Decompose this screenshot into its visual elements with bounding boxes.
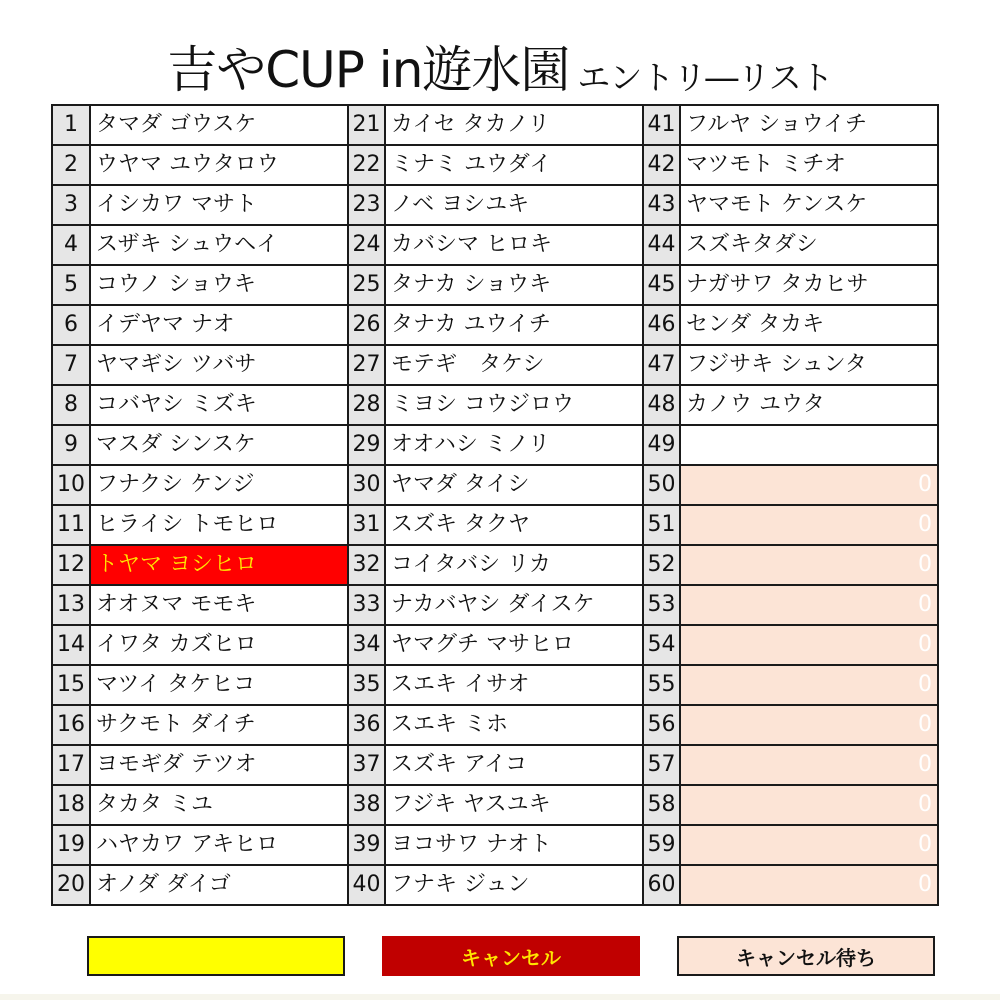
entry-name: 0 bbox=[680, 825, 938, 865]
legend-yellow-box bbox=[87, 936, 345, 976]
entry-name: ウヤマ ユウタロウ bbox=[90, 145, 348, 185]
table-row bbox=[52, 545, 938, 585]
entry-number: 10 bbox=[52, 465, 90, 505]
entry-name: コバヤシ ミズキ bbox=[90, 385, 348, 425]
entry-number: 45 bbox=[643, 265, 680, 305]
entry-number: 46 bbox=[643, 305, 680, 345]
entry-number: 32 bbox=[348, 545, 385, 585]
entry-name: ヒライシ トモヒロ bbox=[90, 505, 348, 545]
entry-name: タマダ ゴウスケ bbox=[90, 105, 348, 145]
entry-name: 0 bbox=[680, 865, 938, 905]
entry-number: 21 bbox=[348, 105, 385, 145]
table-row bbox=[52, 185, 938, 225]
entry-name: 0 bbox=[680, 785, 938, 825]
entry-name: タナカ ユウイチ bbox=[385, 305, 643, 345]
entry-name: ノベ ヨシユキ bbox=[385, 185, 643, 225]
entry-name: モテギ タケシ bbox=[385, 345, 643, 385]
entry-name: 0 bbox=[680, 665, 938, 705]
entry-name: ヤマモト ケンスケ bbox=[680, 185, 938, 225]
entry-number: 31 bbox=[348, 505, 385, 545]
entry-number: 37 bbox=[348, 745, 385, 785]
entry-name: イシカワ マサト bbox=[90, 185, 348, 225]
entry-number: 25 bbox=[348, 265, 385, 305]
entry-number: 43 bbox=[643, 185, 680, 225]
entry-name: フナキ ジュン bbox=[385, 865, 643, 905]
entry-name: オオハシ ミノリ bbox=[385, 425, 643, 465]
table-row bbox=[52, 145, 938, 185]
entry-name: スズキ タクヤ bbox=[385, 505, 643, 545]
table-row bbox=[52, 865, 938, 905]
entry-name: 0 bbox=[680, 465, 938, 505]
entry-number: 48 bbox=[643, 385, 680, 425]
table-row bbox=[52, 305, 938, 345]
entry-number: 26 bbox=[348, 305, 385, 345]
table-row bbox=[52, 665, 938, 705]
entry-number: 24 bbox=[348, 225, 385, 265]
entry-name: 0 bbox=[680, 625, 938, 665]
entry-name: タカタ ミユ bbox=[90, 785, 348, 825]
entry-number: 42 bbox=[643, 145, 680, 185]
entry-number: 3 bbox=[52, 185, 90, 225]
entry-name bbox=[680, 425, 938, 465]
table-row bbox=[52, 265, 938, 305]
table-row bbox=[52, 465, 938, 505]
entry-name: ヨコサワ ナオト bbox=[385, 825, 643, 865]
entry-number: 2 bbox=[52, 145, 90, 185]
table-row bbox=[52, 625, 938, 665]
entry-number: 40 bbox=[348, 865, 385, 905]
entry-name: ヤマダ タイシ bbox=[385, 465, 643, 505]
entry-name: ヤマギシ ツバサ bbox=[90, 345, 348, 385]
entry-number: 22 bbox=[348, 145, 385, 185]
entry-number: 59 bbox=[643, 825, 680, 865]
entry-number: 55 bbox=[643, 665, 680, 705]
entry-name: 0 bbox=[680, 585, 938, 625]
entry-number: 1 bbox=[52, 105, 90, 145]
entry-name: スザキ シュウヘイ bbox=[90, 225, 348, 265]
entry-name: スエキ ミホ bbox=[385, 705, 643, 745]
entry-name: 0 bbox=[680, 505, 938, 545]
entry-number: 12 bbox=[52, 545, 90, 585]
entry-name: スエキ イサオ bbox=[385, 665, 643, 705]
entry-name: イデヤマ ナオ bbox=[90, 305, 348, 345]
table-row bbox=[52, 425, 938, 465]
entry-number: 5 bbox=[52, 265, 90, 305]
entry-number: 33 bbox=[348, 585, 385, 625]
entry-number: 28 bbox=[348, 385, 385, 425]
entry-list-table bbox=[51, 104, 939, 906]
entry-number: 35 bbox=[348, 665, 385, 705]
entry-name: カノウ ユウタ bbox=[680, 385, 938, 425]
table-row bbox=[52, 785, 938, 825]
list-subtitle: エントリ―リスト bbox=[577, 58, 833, 97]
entry-number: 56 bbox=[643, 705, 680, 745]
entry-name: ミヨシ コウジロウ bbox=[385, 385, 643, 425]
entry-number: 47 bbox=[643, 345, 680, 385]
table-row bbox=[52, 345, 938, 385]
table-row bbox=[52, 385, 938, 425]
entry-number: 17 bbox=[52, 745, 90, 785]
entry-number: 44 bbox=[643, 225, 680, 265]
entry-name: マスダ シンスケ bbox=[90, 425, 348, 465]
entry-name: 0 bbox=[680, 545, 938, 585]
entry-name: スズキタダシ bbox=[680, 225, 938, 265]
entry-number: 18 bbox=[52, 785, 90, 825]
entry-name: フジサキ シュンタ bbox=[680, 345, 938, 385]
entry-number: 27 bbox=[348, 345, 385, 385]
entry-number: 30 bbox=[348, 465, 385, 505]
entry-number: 29 bbox=[348, 425, 385, 465]
entry-number: 41 bbox=[643, 105, 680, 145]
entry-number: 9 bbox=[52, 425, 90, 465]
entry-number: 15 bbox=[52, 665, 90, 705]
table-row bbox=[52, 745, 938, 785]
page-title bbox=[0, 32, 1000, 100]
entry-number: 16 bbox=[52, 705, 90, 745]
entry-list-body bbox=[52, 105, 938, 905]
entry-name: 0 bbox=[680, 705, 938, 745]
table-row bbox=[52, 505, 938, 545]
entry-number: 20 bbox=[52, 865, 90, 905]
entry-name: タナカ ショウキ bbox=[385, 265, 643, 305]
entry-number: 6 bbox=[52, 305, 90, 345]
entry-name: フナクシ ケンジ bbox=[90, 465, 348, 505]
entry-number: 34 bbox=[348, 625, 385, 665]
entry-name: オオヌマ モモキ bbox=[90, 585, 348, 625]
legend-waiting-label: キャンセル待ち bbox=[736, 945, 876, 970]
entry-number: 23 bbox=[348, 185, 385, 225]
entry-number: 36 bbox=[348, 705, 385, 745]
entry-number: 14 bbox=[52, 625, 90, 665]
entry-name: オノダ ダイゴ bbox=[90, 865, 348, 905]
entry-name: イワタ カズヒロ bbox=[90, 625, 348, 665]
entry-number: 11 bbox=[52, 505, 90, 545]
entry-number: 4 bbox=[52, 225, 90, 265]
entry-name: ヨモギダ テツオ bbox=[90, 745, 348, 785]
entry-name: フルヤ ショウイチ bbox=[680, 105, 938, 145]
table-row bbox=[52, 105, 938, 145]
entry-name: ナカバヤシ ダイスケ bbox=[385, 585, 643, 625]
entry-name: カバシマ ヒロキ bbox=[385, 225, 643, 265]
table-row bbox=[52, 225, 938, 265]
entry-name: マツモト ミチオ bbox=[680, 145, 938, 185]
entry-number: 51 bbox=[643, 505, 680, 545]
legend-waiting-box bbox=[677, 936, 935, 976]
entry-name: マツイ タケヒコ bbox=[90, 665, 348, 705]
entry-number: 39 bbox=[348, 825, 385, 865]
entry-name: ナガサワ タカヒサ bbox=[680, 265, 938, 305]
legend-cancel-box bbox=[382, 936, 640, 976]
entry-number: 52 bbox=[643, 545, 680, 585]
entry-name: センダ タカキ bbox=[680, 305, 938, 345]
entry-name: サクモト ダイチ bbox=[90, 705, 348, 745]
entry-number: 57 bbox=[643, 745, 680, 785]
entry-number: 8 bbox=[52, 385, 90, 425]
entry-name: ヤマグチ マサヒロ bbox=[385, 625, 643, 665]
event-title: 吉やCUP in遊水園 bbox=[167, 41, 570, 99]
bottom-strip bbox=[0, 994, 1000, 1000]
entry-number: 19 bbox=[52, 825, 90, 865]
entry-number: 53 bbox=[643, 585, 680, 625]
entry-name: ハヤカワ アキヒロ bbox=[90, 825, 348, 865]
entry-name: ミナミ ユウダイ bbox=[385, 145, 643, 185]
entry-name: 0 bbox=[680, 745, 938, 785]
entry-name: コウノ ショウキ bbox=[90, 265, 348, 305]
entry-number: 49 bbox=[643, 425, 680, 465]
entry-number: 13 bbox=[52, 585, 90, 625]
entry-number: 38 bbox=[348, 785, 385, 825]
entry-name: フジキ ヤスユキ bbox=[385, 785, 643, 825]
entry-name: コイタバシ リカ bbox=[385, 545, 643, 585]
table-row bbox=[52, 585, 938, 625]
entry-name: カイセ タカノリ bbox=[385, 105, 643, 145]
entry-number: 7 bbox=[52, 345, 90, 385]
entry-name: トヤマ ヨシヒロ bbox=[90, 545, 348, 585]
table-row bbox=[52, 825, 938, 865]
entry-number: 54 bbox=[643, 625, 680, 665]
entry-number: 60 bbox=[643, 865, 680, 905]
entry-number: 50 bbox=[643, 465, 680, 505]
entry-name: スズキ アイコ bbox=[385, 745, 643, 785]
legend-cancel-label: キャンセル bbox=[461, 945, 561, 970]
entry-number: 58 bbox=[643, 785, 680, 825]
table-row bbox=[52, 705, 938, 745]
